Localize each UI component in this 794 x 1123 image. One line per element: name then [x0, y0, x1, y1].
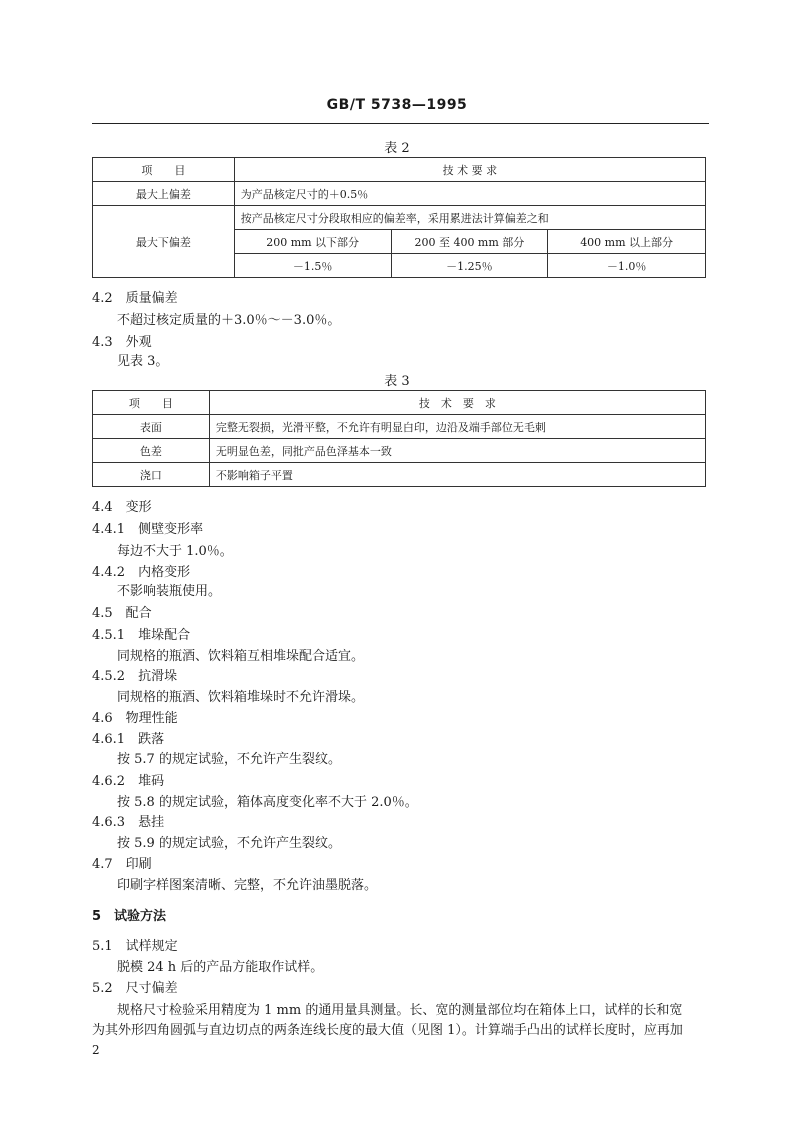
table3-header-item: 项 目 — [93, 391, 210, 415]
section-heading: 4.4.1 侧壁变形率 — [92, 522, 204, 537]
body-paragraph: 不影响装瓶使用。 — [117, 584, 222, 599]
chapter-heading: 5 试验方法 — [92, 909, 167, 924]
section-4-2-body: 不超过核定质量的＋3.0％～－3.0％。 — [117, 313, 341, 328]
table2-max-upper-value: 为产品核定尺寸的＋0.5％ — [234, 182, 705, 206]
table3 — [92, 390, 706, 487]
table2 — [92, 157, 706, 278]
body-paragraph: 规格尺寸检验采用精度为 1 mm 的通用量具测量。长、宽的测量部位均在箱体上口，试样的长和宽 — [117, 1003, 683, 1018]
section-heading: 4.6.2 堆码 — [92, 774, 165, 789]
table3-header-requirements: 技 术 要 求 — [209, 391, 705, 415]
standard-number: GB/T 5738—1995 — [326, 97, 468, 113]
body-paragraph: 每边不大于 1.0％。 — [117, 544, 233, 559]
body-paragraph: 按 5.8 的规定试验，箱体高度变化率不大于 2.0％。 — [117, 795, 418, 810]
section-4-2-title: 4.2 质量偏差 — [92, 291, 178, 306]
table2-range-3: 400 mm 以上部分 — [548, 230, 706, 254]
page-number: 2 — [92, 1043, 100, 1057]
section-heading: 4.4 变形 — [92, 500, 152, 515]
body-paragraph: 按 5.7 的规定试验，不允许产生裂纹。 — [117, 752, 341, 767]
section-heading: 5.2 尺寸偏差 — [92, 981, 178, 996]
section-heading: 4.5.1 堆垛配合 — [92, 628, 191, 643]
body-paragraph: 脱模 24 h 后的产品方能取作试样。 — [117, 960, 324, 975]
section-heading: 4.4.2 内格变形 — [92, 565, 191, 580]
section-heading: 4.6 物理性能 — [92, 711, 178, 726]
table3-row-value: 完整无裂损，光滑平整，不允许有明显白印，边沿及端手部位无毛刺 — [209, 415, 705, 439]
section-4-3-title: 4.3 外观 — [92, 335, 152, 350]
table2-value-1: －1.5％ — [234, 254, 391, 278]
table2-max-lower-desc: 按产品核定尺寸分段取相应的偏差率，采用累进法计算偏差之和 — [234, 206, 705, 230]
table2-max-upper-label: 最大上偏差 — [93, 182, 235, 206]
body-paragraph: 印刷字样图案清晰、完整，不允许油墨脱落。 — [117, 878, 378, 893]
table2-max-lower-label: 最大下偏差 — [93, 206, 235, 278]
table3-row-label: 色差 — [93, 439, 210, 463]
section-heading: 5.1 试样规定 — [92, 939, 178, 954]
table3-row-label: 浇口 — [93, 463, 210, 487]
table2-range-2: 200 至 400 mm 部分 — [391, 230, 548, 254]
section-heading: 4.6.3 悬挂 — [92, 815, 165, 830]
table-row — [93, 182, 706, 206]
table-row — [93, 158, 706, 182]
section-4-3-body: 见表 3。 — [117, 354, 169, 369]
table2-range-1: 200 mm 以下部分 — [234, 230, 391, 254]
table3-row-label: 表面 — [93, 415, 210, 439]
section-heading: 4.5.2 抗滑垛 — [92, 669, 178, 684]
body-paragraph: 同规格的瓶酒、饮料箱堆垛时不允许滑垛。 — [117, 690, 365, 705]
table3-row-value: 无明显色差，同批产品色泽基本一致 — [209, 439, 705, 463]
section-heading: 4.6.1 跌落 — [92, 732, 165, 747]
table-row — [93, 415, 706, 439]
table3-caption: 表 3 — [384, 374, 410, 389]
body-paragraph: 按 5.9 的规定试验，不允许产生裂纹。 — [117, 836, 341, 851]
table-row — [93, 206, 706, 230]
section-heading: 4.5 配合 — [92, 606, 152, 621]
table2-value-2: －1.25％ — [391, 254, 548, 278]
table2-caption: 表 2 — [384, 141, 410, 156]
table-row — [93, 391, 706, 415]
table-row — [93, 463, 706, 487]
body-paragraph: 为其外形四角圆弧与直边切点的两条连线长度的最大值（见图 1）。计算端手凸出的试样长度时，应再加 — [92, 1023, 683, 1038]
table2-header-item: 项 目 — [93, 158, 235, 182]
body-paragraph: 同规格的瓶酒、饮料箱互相堆垛配合适宜。 — [117, 649, 365, 664]
table-row — [93, 439, 706, 463]
table2-header-requirements: 技 术 要 求 — [234, 158, 705, 182]
section-heading: 4.7 印刷 — [92, 857, 152, 872]
table2-value-3: －1.0％ — [548, 254, 706, 278]
header-rule — [92, 123, 709, 124]
table3-row-value: 不影响箱子平置 — [209, 463, 705, 487]
